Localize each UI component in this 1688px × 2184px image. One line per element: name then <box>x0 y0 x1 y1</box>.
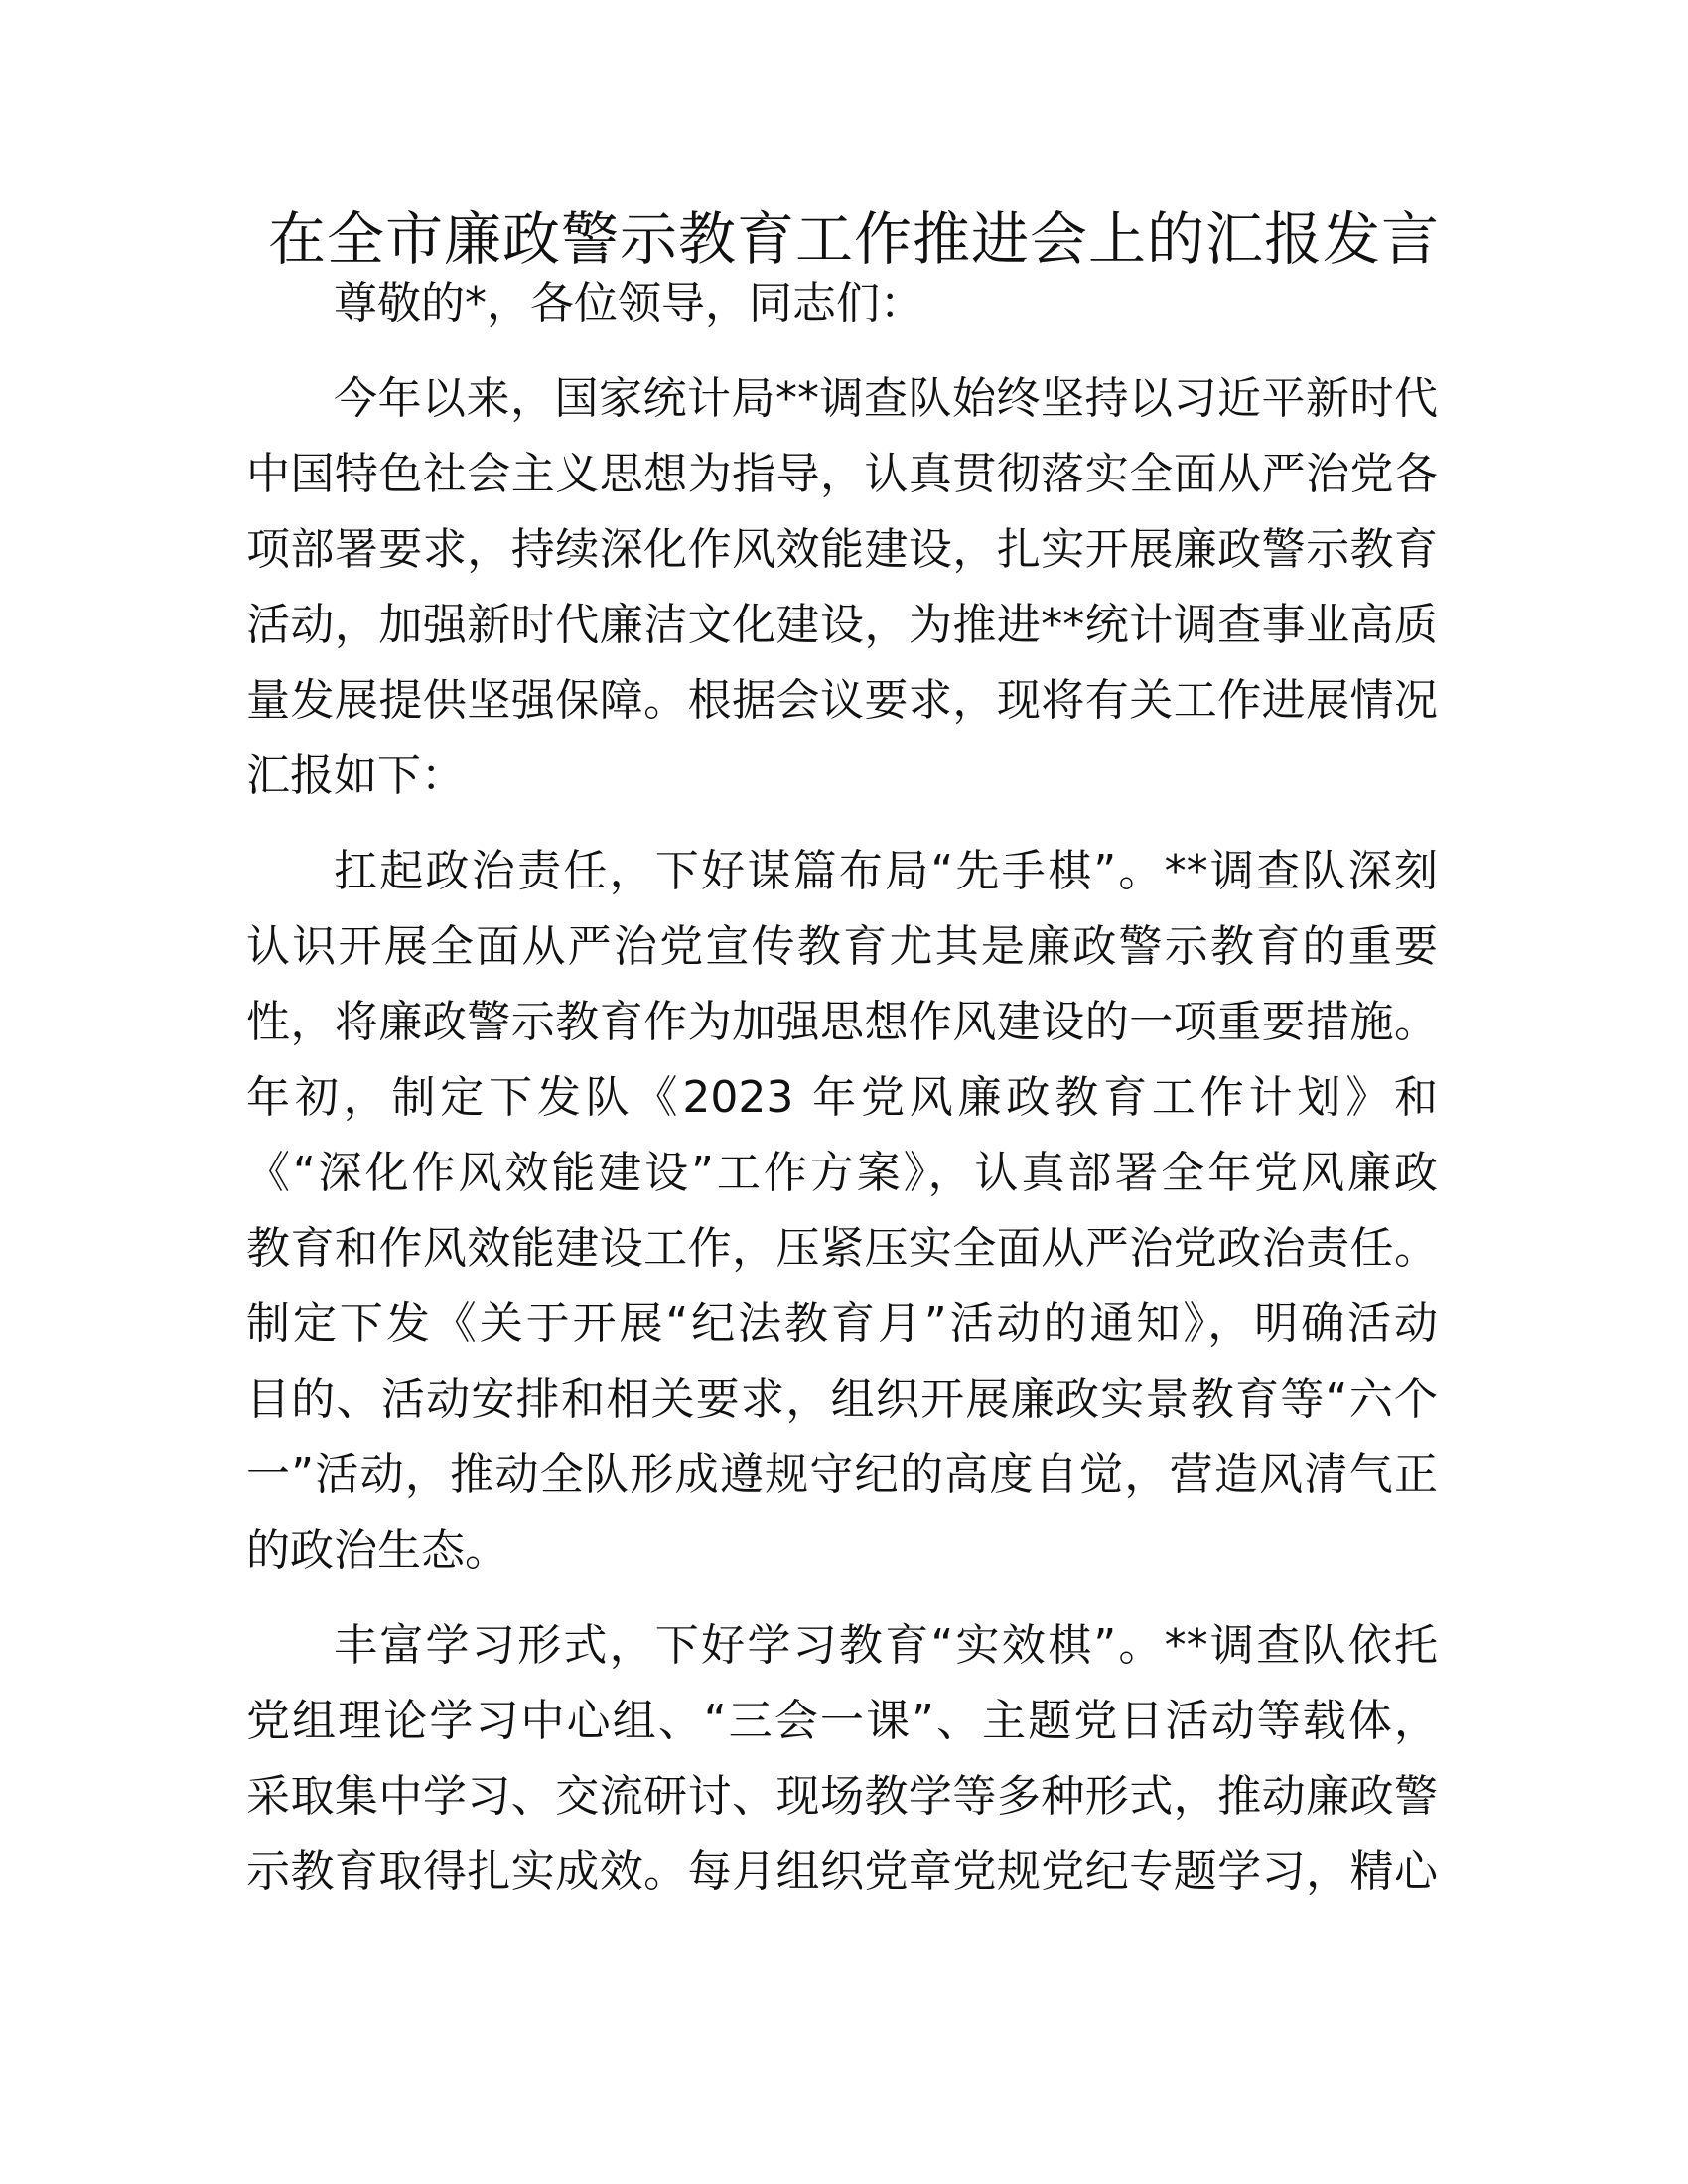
paragraph-gap <box>246 814 1438 834</box>
paragraph-line: 的政治生态。 <box>246 1525 508 1575</box>
document-body <box>246 266 1438 1910</box>
paragraph-line: 目的、活动安排和相关要求，组织开展廉政实景教育等“六个 <box>246 1374 1438 1425</box>
paragraph-line: 中国特色社会主义思想为指导，认真贯彻落实全面从严治党各 <box>246 449 1438 499</box>
paragraph-line: 制定下发《关于开展“纪法教育月”活动的通知》，明确活动 <box>246 1298 1438 1349</box>
paragraph-line: 丰富学习形式，下好学习教育“实效棋”。**调查队依托 <box>334 1620 1438 1671</box>
paragraph-line: 今年以来，国家统计局**调查队始终坚持以习近平新时代 <box>334 373 1438 424</box>
paragraph-learning-forms <box>246 1608 1438 1910</box>
paragraph-line: 采取集中学习、交流研讨、现场教学等多种形式，推动廉政警 <box>246 1771 1438 1822</box>
paragraph-line: 汇报如下： <box>246 751 465 801</box>
paragraph-line: 量发展提供坚强保障。根据会议要求，现将有关工作进展情况 <box>246 675 1438 726</box>
paragraph-line: 认识开展全面从严治党宣传教育尤其是廉政警示教育的重要 <box>246 921 1438 972</box>
paragraph-line: 项部署要求，持续深化作风效能建设，扎实开展廉政警示教育 <box>246 524 1438 575</box>
paragraph-intro <box>246 361 1438 814</box>
paragraph-line: 一”活动，推动全队形成遵规守纪的高度自觉，营造风清气正 <box>246 1449 1438 1500</box>
paragraph-line: 党组理论学习中心组、“三会一课”、主题党日活动等载体， <box>246 1696 1438 1746</box>
paragraph-gap <box>246 341 1438 361</box>
greeting-line: 尊敬的*，各位领导，同志们： <box>334 278 923 329</box>
paragraph-political-responsibility <box>246 834 1438 1588</box>
paragraph-line: 教育和作风效能建设工作，压紧压实全面从严治党政治责任。 <box>246 1223 1438 1274</box>
paragraph-gap <box>246 1588 1438 1608</box>
paragraph-line: 性，将廉政警示教育作为加强思想作风建设的一项重要措施。 <box>246 997 1438 1047</box>
paragraph-line: 《“深化作风效能建设”工作方案》，认真部署全年党风廉政 <box>246 1148 1438 1198</box>
paragraph-line: 扛起政治责任，下好谋篇布局“先手棋”。**调查队深刻 <box>334 846 1438 896</box>
paragraph-line: 示教育取得扎实成效。每月组织党章党规党纪专题学习，精心 <box>246 1846 1438 1897</box>
paragraph-line: 活动，加强新时代廉洁文化建设，为推进**统计调查事业高质 <box>246 600 1438 650</box>
paragraph-line: 年初，制定下发队《2023 年党风廉政教育工作计划》和 <box>246 1072 1438 1123</box>
document-title: 在全市廉政警示教育工作推进会上的汇报发言 <box>267 205 1440 273</box>
